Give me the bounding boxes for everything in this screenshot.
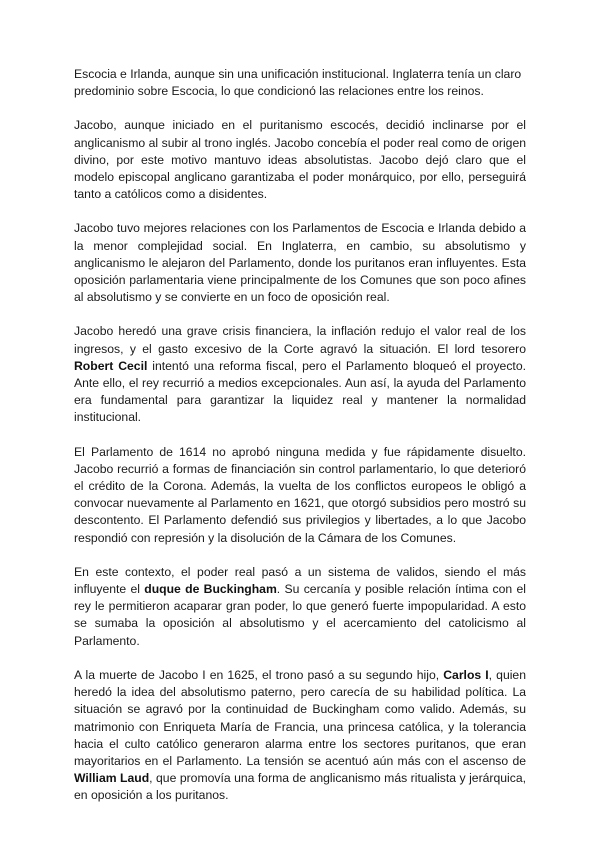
paragraph-text: Jacobo tuvo mejores relaciones con los Parlamentos de Escocia e Irlanda debido a la menor complejidad social. En Inglaterra, en cambio, su absolutismo y anglicanismo le alejaron del Parlamento, donde los puritanos eran influyentes. Esta oposición parlamentaria viene principalmente de los Comunes que son poco afines al absolutismo y se convierte en un foco de oposición real. bbox=[74, 221, 526, 305]
paragraph-scotland-ireland bbox=[74, 66, 526, 100]
bold-name-buckingham: duque de Buckingham bbox=[144, 582, 277, 597]
bold-name-carlos-i: Carlos I bbox=[443, 667, 489, 682]
paragraph-text: , quien heredó la idea del absolutismo paterno, pero carecía de su habilidad política. La situación se agravó por la continuidad de Buckingham como valido. Además, su matrimonio con Enriqueta María de Francia, una princesa católica, y la tolerancia hacia el culto católico generaron alarma entre los sectores puritanos, que eran mayoritarios en el Parlamento. La tensión se acentuó aún más con el ascenso de bbox=[74, 667, 526, 768]
paragraph-parliament-1614 bbox=[74, 444, 526, 547]
bold-name-william-laud: William Laud bbox=[74, 771, 150, 786]
paragraph-text: . Su cercanía y posible relación íntima con el rey le permitieron acaparar gran poder, lo que generó fuerte impopularidad. A esto se sumaba la oposición al absolutismo y el acercamiento del catolicismo al Parlamento. bbox=[74, 582, 526, 648]
bold-name-robert-cecil: Robert Cecil bbox=[74, 358, 148, 373]
paragraph-text: Jacobo, aunque iniciado en el puritanismo escocés, decidió inclinarse por el anglicanismo al subir al trono inglés. Jacobo concebía el poder real como de origen divino, por este motivo mantuvo ideas absolutistas. Jacobo dejó claro que el modelo episcopal anglicano garantizaba el poder monárquico, por ello, perseguirá tanto a católicos como a disidentes. bbox=[74, 118, 526, 202]
paragraph-carlos-i bbox=[74, 667, 526, 805]
paragraph-text: intentó una reforma fiscal, pero el Parlamento bloqueó el proyecto. Ante ello, el rey recurrió a medios excepcionales. Aun así, la ayuda del Parlamento era fundamental para garantizar la liquidez real y mantener la normalidad institucional. bbox=[74, 358, 526, 425]
paragraph-text: , que promovía una forma de anglicanismo más ritualista y jerárquica, en oposición a los puritanos. bbox=[74, 771, 526, 803]
paragraph-text: Jacobo heredó una grave crisis financiera, la inflación redujo el valor real de los ingresos, y el gasto excesivo de la Corte agravó la situación. El lord tesorero bbox=[74, 324, 526, 356]
document-page bbox=[74, 66, 526, 822]
paragraph-financial-crisis bbox=[74, 323, 526, 426]
paragraph-parliaments bbox=[74, 220, 526, 306]
paragraph-text: El Parlamento de 1614 no aprobó ninguna medida y fue rápidamente disuelto. Jacobo recurrió a formas de financiación sin control parlamentario, lo que deterioró el crédito de la Corona. Además, la vuelta de los conflictos europeos le obligó a convocar nuevamente al Parlamento en 1621, que otorgó subsidios pero mostró su descontento. El Parlamento defendió sus privilegios y libertades, a lo que Jacobo respondió con represión y la disolución de la Cámara de los Comunes. bbox=[74, 444, 526, 545]
paragraph-jacobo-anglicanism bbox=[74, 117, 526, 203]
paragraph-validos bbox=[74, 564, 526, 650]
paragraph-text: En este contexto, el poder real pasó a un sistema de validos, siendo el más influyente el bbox=[74, 564, 526, 597]
paragraph-text: Escocia e Irlanda, aunque sin una unificación institucional. Inglaterra tenía un claro predominio sobre Escocia, lo que condicionó las relaciones entre los reinos. bbox=[74, 67, 522, 99]
paragraph-text: A la muerte de Jacobo I en 1625, el trono pasó a su segundo hijo, bbox=[74, 667, 444, 682]
